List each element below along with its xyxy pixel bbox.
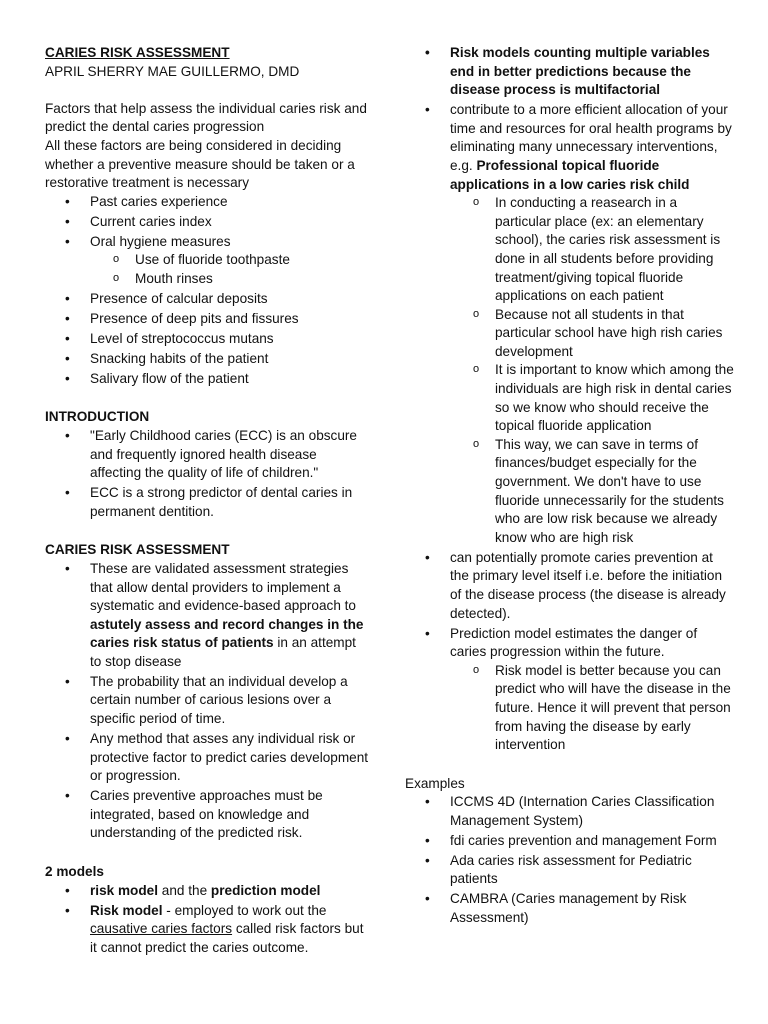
list-item: • fdi caries prevention and management Form — [405, 832, 735, 851]
sub-list-item: o Use of fluoride toothpaste — [45, 251, 370, 270]
sub-list — [45, 251, 370, 288]
list-item: • Snacking habits of the patient — [45, 350, 370, 369]
list-item-emphasis: Risk model — [90, 902, 163, 918]
sub-list-item: o In conducting a reasearch in a particular place (ex: an elementary school), the caries risk assessment is done in all students before providing treatment/giving topical fluoride applications on each patient — [405, 194, 735, 306]
cra-heading: CARIES RISK ASSESSMENT — [45, 542, 230, 558]
list-item: • The probability that an individual develop a certain number of carious lesions over a specific period of time. — [45, 673, 370, 729]
list-item-underlined: causative caries factors — [90, 921, 233, 937]
introduction-list — [45, 427, 370, 521]
intro-paragraph-2: All these factors are being considered in deciding whether a preventive measure should be taken or a restorative treatment is necessary — [45, 137, 355, 191]
sub-list-item: o Risk model is better because you can predict who will have the disease in the future. Hence it will prevent that person from having the disease by early intervention — [405, 662, 735, 755]
list-item: • Current caries index — [45, 213, 370, 232]
sub-list-item: o It is important to know which among the individuals are high risk in dental caries so we know who should receive the topical fluoride application — [405, 361, 735, 435]
list-item-text: contribute to a more efficient allocation of your time and resources for oral health programs by eliminating many unnecessary interventions, e.g. — [450, 102, 732, 173]
left-column — [45, 44, 370, 959]
list-item-text: Oral hygiene measures — [90, 233, 231, 249]
list-item-emphasis: Professional topical fluoride applications in a low caries risk child — [450, 157, 690, 192]
list-item-text: These are validated assessment strategies that allow dental providers to implement a systematic and evidence-based approach to — [90, 560, 356, 614]
list-item-text: called risk factors but it cannot predict the caries outcome. — [90, 921, 364, 955]
list-item: • ECC is a strong predictor of dental caries in permanent dentition. — [45, 484, 370, 521]
sub-list-item: o This way, we can save in terms of finances/budget especially for the government. We don't have to use fluoride unnecessarily for the students who are low risk because we already know who are high risk — [405, 436, 735, 548]
list-item-text: and the — [158, 882, 211, 898]
sub-list — [405, 662, 735, 755]
list-item — [405, 101, 735, 547]
models-detail-list — [405, 44, 735, 755]
list-item — [45, 560, 370, 672]
list-item: • Caries preventive approaches must be integrated, based on knowledge and understanding of the predicted risk. — [45, 787, 370, 843]
models-list — [45, 882, 370, 958]
list-item-text: in an attempt to stop disease — [90, 635, 356, 669]
introduction-heading: INTRODUCTION — [45, 409, 150, 425]
sub-list — [405, 194, 735, 547]
list-item: • Ada caries risk assessment for Pediatric patients — [405, 852, 735, 889]
list-item — [405, 625, 735, 755]
list-item — [45, 882, 370, 901]
document-author: APRIL SHERRY MAE GUILLERMO, DMD — [45, 63, 300, 79]
list-item: • Salivary flow of the patient — [45, 370, 370, 389]
cra-list — [45, 560, 370, 843]
list-item: • Presence of calcular deposits — [45, 290, 370, 309]
factors-list — [45, 193, 370, 389]
list-item-text: Prediction model estimates the danger of caries progression within the future. — [450, 625, 698, 660]
list-item: • ICCMS 4D (Internation Caries Classification Management System) — [405, 793, 735, 830]
list-item: • CAMBRA (Caries management by Risk Assessment) — [405, 890, 735, 927]
sub-list-item: o Because not all students in that particular school have high rish caries development — [405, 306, 735, 362]
list-item-emphasis: prediction model — [210, 882, 321, 898]
right-column — [405, 44, 735, 929]
list-item-emphasis: astutely assess and record changes in the caries risk status of patients — [90, 616, 364, 651]
list-item: • Any method that asses any individual risk or protective factor to predict caries development or progression. — [45, 730, 370, 786]
list-item-text: - employed to work out the — [162, 902, 327, 918]
list-item-emphasis: risk model — [90, 882, 158, 898]
document-title: CARIES RISK ASSESSMENT — [45, 45, 230, 60]
list-item — [45, 902, 370, 958]
list-item — [45, 233, 370, 289]
models-heading: 2 models — [45, 864, 104, 879]
intro-paragraph-1: Factors that help assess the individual caries risk and predict the dental caries progression — [45, 100, 367, 135]
list-item: • Risk models counting multiple variables end in better predictions because the disease process is multifactorial — [405, 44, 735, 100]
list-item: • can potentially promote caries prevention at the primary level itself i.e. before the initiation of the disease process (the disease is already detected). — [405, 549, 735, 623]
examples-heading: Examples — [405, 775, 465, 791]
sub-list-item: o Mouth rinses — [45, 270, 370, 289]
list-item: • Presence of deep pits and fissures — [45, 310, 370, 329]
examples-list — [405, 793, 735, 927]
list-item: • Past caries experience — [45, 193, 370, 212]
list-item: • Level of streptococcus mutans — [45, 330, 370, 349]
list-item: • "Early Childhood caries (ECC) is an obscure and frequently ignored health disease affecting the quality of life of children." — [45, 427, 370, 483]
